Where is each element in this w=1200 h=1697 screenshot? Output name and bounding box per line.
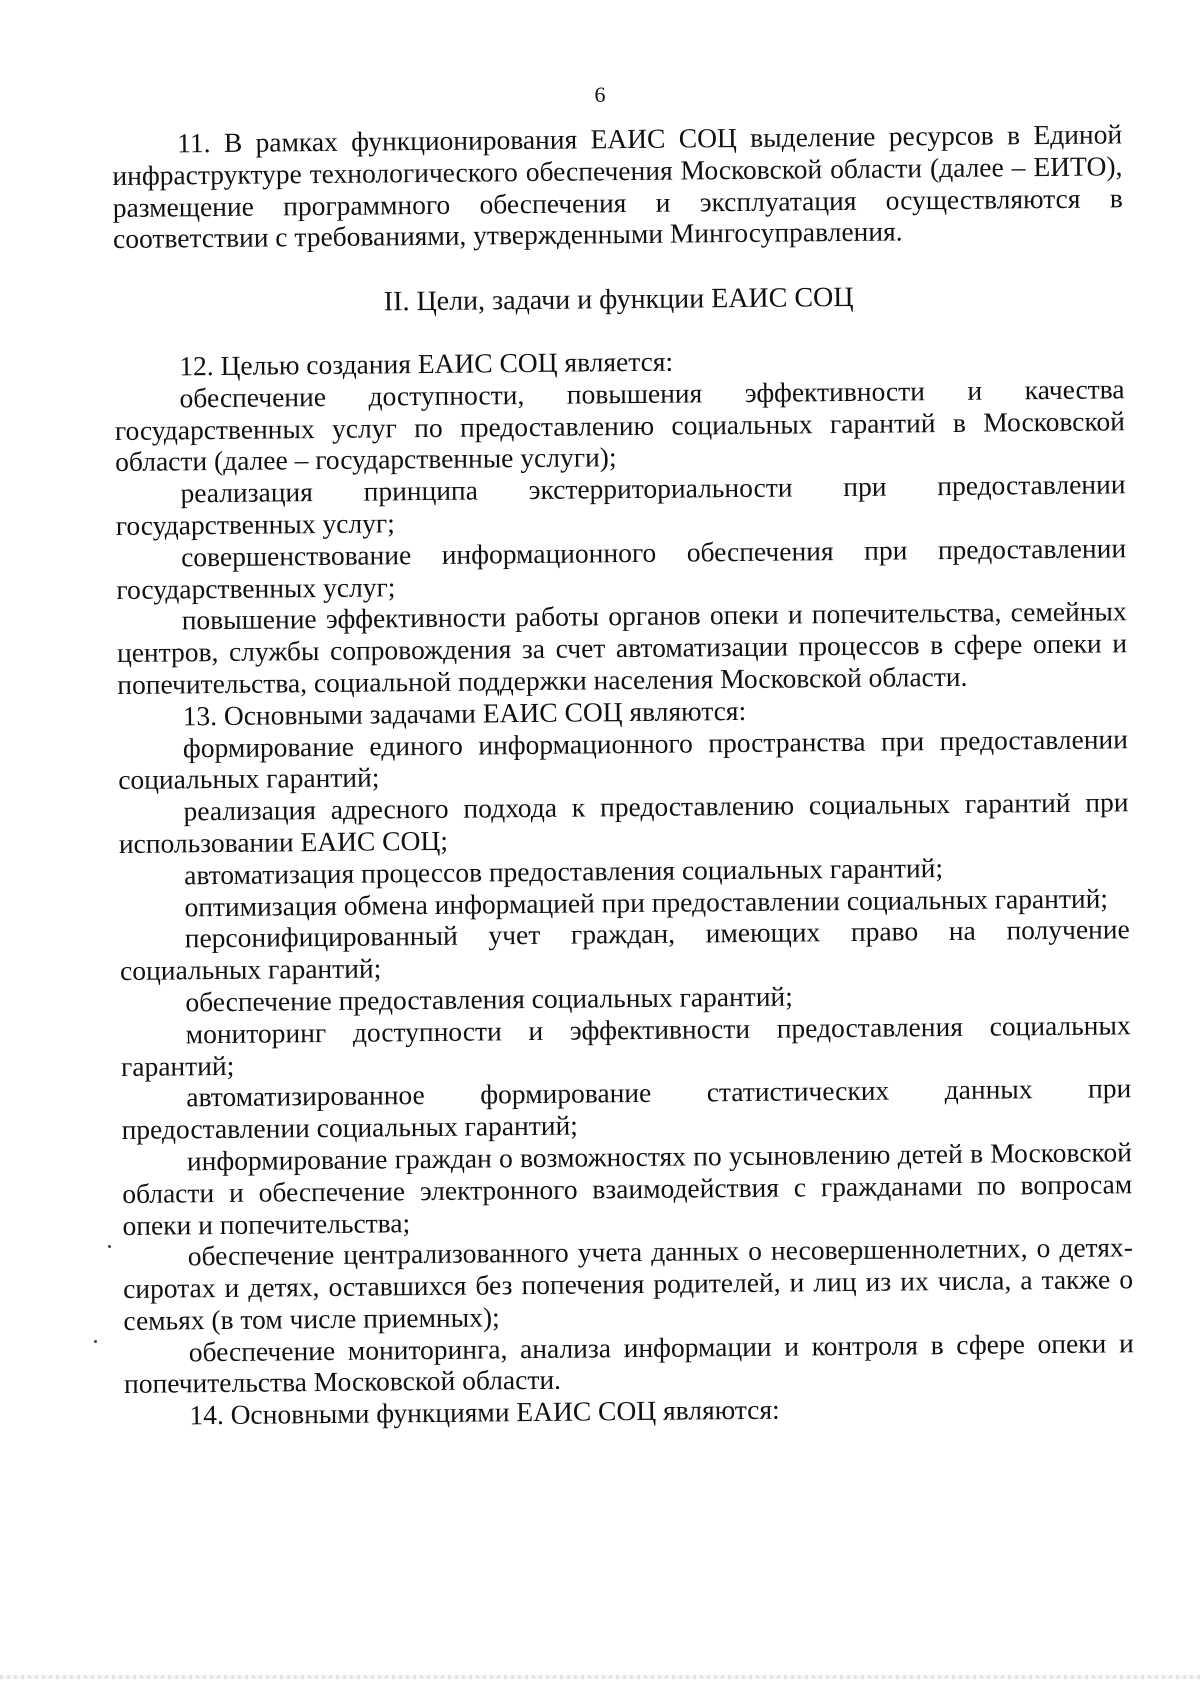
task-item: мониторинг доступности и эффективности предоставления социальных гарантий; [120, 1008, 1131, 1082]
goal-item: реализация принципа экстерриториальности при предоставлении государственных услуг; [115, 468, 1126, 541]
scan-speck [108, 1245, 111, 1248]
goal-item: повышение эффективности работы органов опеки и попечительства, семейных центров, службы сопровождения за счет автоматизации процессов в сфере опеки и попечительства, социальной поддержки населения Московской области. [116, 595, 1128, 700]
paragraph-13: 13. Основными задачами ЕАИС СОЦ являются: [182, 694, 747, 732]
scan-edge-noise [0, 1675, 1200, 1679]
task-item: реализация адресного подхода к предоставлению социальных гарантий при использовании ЕАИС СОЦ; [118, 786, 1129, 859]
task-item: оптимизация обмена информацией при предоставлении социальных гарантий; [184, 882, 1109, 922]
task-item: формирование единого информационного пространства при предоставлении социальных гарантий; [118, 722, 1129, 796]
document-body [112, 118, 1134, 1432]
paragraph-12: 12. Целью создания ЕАИС СОЦ является: [179, 345, 674, 382]
paragraph-14: 14. Основными функциями ЕАИС СОЦ являются: [189, 1393, 780, 1431]
paragraph-11: 11. В рамках функционирования ЕАИС СОЦ выделение ресурсов в Единой инфраструктуре технологического обеспечения Московской области (далее – ЕИТО), размещение программного обеспечения и эксплуатация осуществляются в соответствии с требованиями, утвержденными Мингосуправления. [112, 118, 1123, 255]
page-number: 6 [594, 82, 606, 107]
task-item: автоматизированное формирование статистических данных при предоставлении социальных гарантий; [121, 1072, 1132, 1146]
task-item: информирование граждан о возможностях по усыновлению детей в Московской области и обеспечение электронного взаимодействия с гражданами по вопросам опеки и попечительства; [122, 1136, 1133, 1241]
task-item: обеспечение централизованного учета данных о несовершеннолетних, о детях-сиротах и детях, оставшихся без попечения родителей, и лиц из их числа, а также о семьях (в том числе приемных); [122, 1231, 1134, 1336]
section-heading: II. Цели, задачи и функции ЕАИС СОЦ [383, 282, 854, 318]
scan-speck [94, 1340, 97, 1343]
goal-item: совершенствование информационного обеспечения при предоставлении государственных услуг; [116, 532, 1127, 605]
task-item: персонифицированный учет граждан, имеющих право на получение социальных гарантий; [119, 913, 1130, 987]
goal-item: обеспечение доступности, повышения эффективности и качества государственных услуг по предоставлению социальных гарантий в Московской области (далее – государственные услуги); [114, 373, 1126, 478]
task-item: обеспечение предоставления социальных гарантий; [185, 980, 793, 1018]
task-item: обеспечение мониторинга, анализа информации и контроля в сфере опеки и попечительства Московской области. [123, 1326, 1134, 1400]
task-item: автоматизация процессов предоставления социальных гарантий; [184, 851, 944, 891]
